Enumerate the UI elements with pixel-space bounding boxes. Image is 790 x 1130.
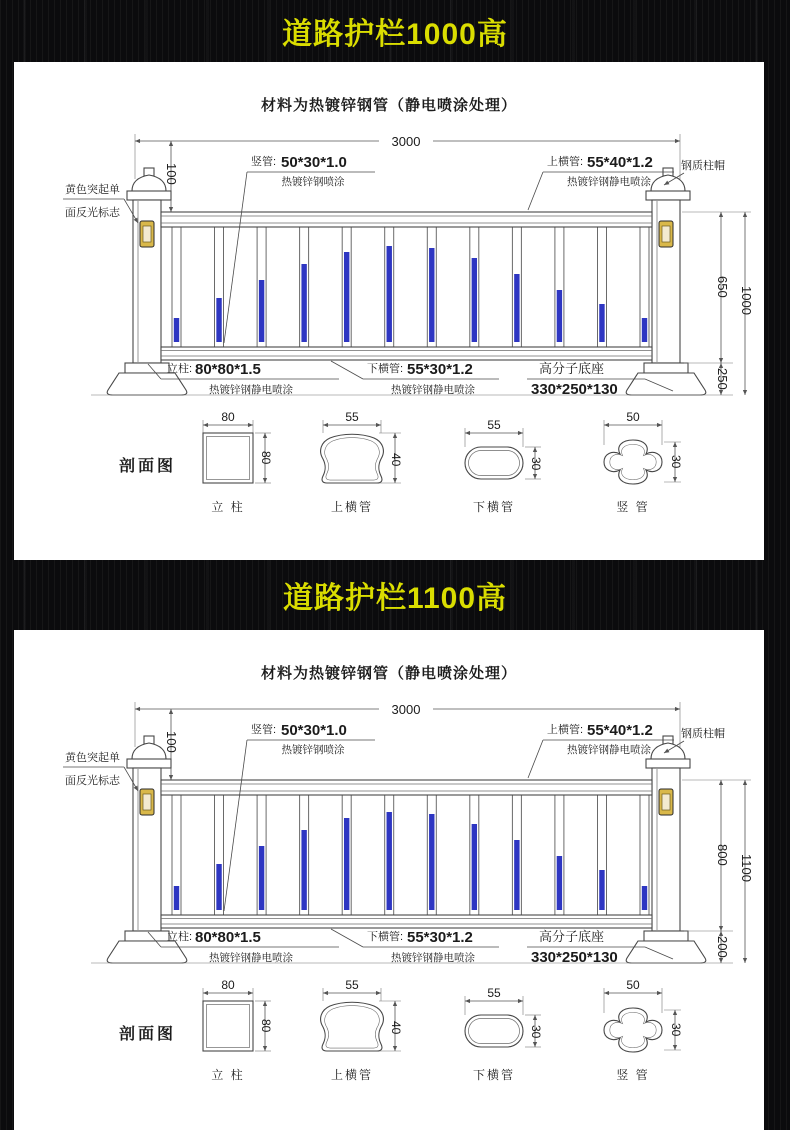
annotation-line1: 黄色突起单 bbox=[65, 752, 120, 764]
section-vertical-tube bbox=[604, 410, 683, 514]
section-width: 55 bbox=[487, 418, 501, 432]
annotation-bottom-rail bbox=[331, 361, 499, 396]
section-label: 上横管 bbox=[330, 500, 374, 514]
annotation-label: 高分子底座 bbox=[539, 361, 605, 376]
annotation-bottom-rail bbox=[331, 929, 499, 964]
annotation-note: 热镀锌钢喷涂 bbox=[281, 176, 345, 188]
tube-blue-segment bbox=[387, 812, 392, 910]
dim-base-height: 250 bbox=[715, 368, 730, 390]
section-width: 50 bbox=[626, 978, 640, 992]
cross-sections bbox=[21, 409, 757, 521]
annotation-line2: 面反光标志 bbox=[65, 207, 120, 219]
tube-blue-segment bbox=[599, 870, 604, 910]
tube-blue-segment bbox=[216, 864, 221, 910]
bottom-rail bbox=[161, 347, 652, 360]
spec-sheet-panel bbox=[14, 630, 764, 1130]
annotation-line2: 面反光标志 bbox=[65, 775, 120, 787]
section-height: 30 bbox=[669, 455, 683, 469]
tube-blue-segment bbox=[174, 886, 179, 910]
section-label: 下横管 bbox=[472, 500, 516, 514]
base-pedestal bbox=[107, 941, 187, 963]
post-cap-collar bbox=[127, 759, 171, 768]
tube-blue-segment bbox=[642, 886, 647, 910]
annotation-label: 上横管: bbox=[547, 724, 584, 736]
banner-title: 道路护栏1100高 bbox=[282, 582, 508, 615]
section-height: 40 bbox=[389, 453, 403, 467]
material-subtitle: 材料为热镀锌钢管（静电喷涂处理） bbox=[260, 97, 517, 114]
annotation-note: 热镀锌钢静电喷涂 bbox=[567, 744, 651, 756]
guardrail-elevation bbox=[21, 689, 757, 971]
section-label: 竖 管 bbox=[616, 500, 650, 514]
annotation-spec: 330*250*130 bbox=[531, 949, 618, 966]
dim-span-value: 3000 bbox=[391, 702, 421, 717]
reflector-face bbox=[143, 226, 151, 242]
banner-title: 道路护栏1000高 bbox=[282, 18, 508, 51]
tube-blue-segment bbox=[216, 298, 221, 342]
post-right bbox=[626, 168, 706, 395]
annotation-spec: 55*40*1.2 bbox=[587, 154, 653, 171]
annotation-label: 竖管: bbox=[251, 724, 277, 736]
cross-section-title: 剖面图 bbox=[119, 1026, 177, 1043]
tube-blue-segment bbox=[344, 818, 349, 910]
annotation-spec: 50*30*1.0 bbox=[281, 154, 347, 171]
section-top-rail bbox=[321, 410, 403, 514]
annotation-label: 立柱: bbox=[167, 363, 193, 375]
annotation-note: 热镀锌钢静电喷涂 bbox=[391, 952, 475, 964]
section-height: 30 bbox=[669, 1023, 683, 1037]
base-collar bbox=[644, 363, 688, 373]
dim-offset-value: 100 bbox=[164, 163, 179, 185]
section-width: 55 bbox=[487, 986, 501, 1000]
annotation-note: 热镀锌钢静电喷涂 bbox=[391, 384, 475, 396]
spec-sheet-panel bbox=[14, 62, 764, 560]
tube-blue-segment bbox=[472, 824, 477, 910]
annotation-label: 下横管: bbox=[367, 931, 404, 943]
section-post bbox=[203, 410, 273, 514]
section-banner bbox=[0, 0, 790, 62]
base-collar bbox=[644, 931, 688, 941]
dim-rail-to-base: 650 bbox=[715, 276, 730, 298]
annotation-note: 热镀锌钢静电喷涂 bbox=[209, 384, 293, 396]
section-height: 30 bbox=[529, 457, 543, 471]
tube-blue-segment bbox=[259, 846, 264, 910]
section-bottom-rail bbox=[465, 418, 543, 514]
section-width: 50 bbox=[626, 410, 640, 424]
post-cap-dome bbox=[132, 743, 166, 759]
section-width: 55 bbox=[345, 410, 359, 424]
top-rail bbox=[161, 780, 652, 795]
post-cap-collar bbox=[646, 759, 690, 768]
dim-right-chains bbox=[682, 780, 754, 963]
tube-blue-segment bbox=[557, 856, 562, 910]
base-collar bbox=[125, 363, 169, 373]
tube-blue-segment bbox=[259, 280, 264, 342]
annotation-label: 钢质柱帽 bbox=[681, 728, 725, 740]
tube-blue-segment bbox=[387, 246, 392, 342]
annotation-label: 高分子底座 bbox=[539, 929, 605, 944]
annotation-label: 竖管: bbox=[251, 156, 277, 168]
tube-blue-segment bbox=[514, 274, 519, 342]
base-pedestal bbox=[107, 373, 187, 395]
annotation-spec: 330*250*130 bbox=[531, 381, 618, 398]
tube-blue-segment bbox=[429, 248, 434, 342]
annotation-spec: 50*30*1.0 bbox=[281, 722, 347, 739]
tube-blue-segment bbox=[514, 840, 519, 910]
section-banner bbox=[0, 560, 790, 630]
dim-base-height: 200 bbox=[715, 936, 730, 958]
tube-blue-segment bbox=[344, 252, 349, 342]
annotation-spec: 80*80*1.5 bbox=[195, 361, 261, 378]
vertical-tubes bbox=[172, 227, 649, 347]
cross-section-title: 剖面图 bbox=[119, 458, 177, 475]
annotation-note: 热镀锌钢静电喷涂 bbox=[209, 952, 293, 964]
post-cap-collar bbox=[646, 191, 690, 200]
dim-offset-top bbox=[164, 141, 179, 212]
tube-blue-segment bbox=[557, 290, 562, 342]
base-pedestal bbox=[626, 373, 706, 395]
section-label: 下横管 bbox=[472, 1068, 516, 1082]
annotation-spec: 55*30*1.2 bbox=[407, 929, 473, 946]
annotation-line1: 黄色突起单 bbox=[65, 184, 120, 196]
post-cap-collar bbox=[127, 191, 171, 200]
annotation-reflector bbox=[63, 750, 138, 791]
cross-sections bbox=[21, 977, 757, 1089]
dim-right-chains bbox=[682, 212, 754, 395]
annotation-note: 热镀锌钢喷涂 bbox=[281, 744, 345, 756]
annotation-spec: 55*40*1.2 bbox=[587, 722, 653, 739]
base-collar bbox=[125, 931, 169, 941]
annotation-label: 上横管: bbox=[547, 156, 584, 168]
section-top-rail bbox=[321, 978, 403, 1082]
dim-offset-value: 100 bbox=[164, 731, 179, 753]
tube-blue-segment bbox=[472, 258, 477, 342]
tube-blue-segment bbox=[301, 264, 306, 342]
dim-total-height: 1100 bbox=[739, 854, 754, 882]
dim-offset-top bbox=[164, 709, 179, 780]
dim-rail-to-base: 800 bbox=[715, 844, 730, 866]
annotation-label: 下横管: bbox=[367, 363, 404, 375]
tube-blue-segment bbox=[174, 318, 179, 342]
dim-total-height: 1000 bbox=[739, 286, 754, 315]
annotation-label: 钢质柱帽 bbox=[681, 160, 725, 172]
annotation-note: 热镀锌钢静电喷涂 bbox=[567, 176, 651, 188]
tube-blue-segment bbox=[429, 814, 434, 910]
section-height: 80 bbox=[259, 1019, 273, 1033]
section-post bbox=[203, 978, 273, 1082]
reflector-face bbox=[662, 226, 670, 242]
section-label: 竖 管 bbox=[616, 1068, 650, 1082]
base-pedestal bbox=[626, 941, 706, 963]
section-width: 80 bbox=[221, 978, 235, 992]
guardrail-elevation bbox=[21, 121, 757, 403]
section-label: 上横管 bbox=[330, 1068, 374, 1082]
annotation-spec: 80*80*1.5 bbox=[195, 929, 261, 946]
bottom-rail bbox=[161, 915, 652, 928]
section-label: 立 柱 bbox=[211, 500, 245, 514]
section-bottom-rail bbox=[465, 986, 543, 1082]
tube-blue-segment bbox=[301, 830, 306, 910]
reflector-face bbox=[662, 794, 670, 810]
post-cap-dome bbox=[132, 175, 166, 191]
tube-blue-segment bbox=[599, 304, 604, 342]
section-height: 30 bbox=[529, 1025, 543, 1039]
section-height: 40 bbox=[389, 1021, 403, 1035]
annotation-spec: 55*30*1.2 bbox=[407, 361, 473, 378]
top-rail bbox=[161, 212, 652, 227]
section-label: 立 柱 bbox=[211, 1068, 245, 1082]
vertical-tubes bbox=[172, 795, 649, 915]
section-height: 80 bbox=[259, 451, 273, 465]
section-width: 80 bbox=[221, 410, 235, 424]
section-vertical-tube bbox=[604, 978, 683, 1082]
reflector-face bbox=[143, 794, 151, 810]
tube-blue-segment bbox=[642, 318, 647, 342]
material-subtitle: 材料为热镀锌钢管（静电喷涂处理） bbox=[260, 665, 517, 682]
dim-span-value: 3000 bbox=[391, 134, 421, 149]
annotation-label: 立柱: bbox=[167, 931, 193, 943]
post-right bbox=[626, 736, 706, 963]
section-width: 55 bbox=[345, 978, 359, 992]
annotation-reflector bbox=[63, 182, 138, 223]
